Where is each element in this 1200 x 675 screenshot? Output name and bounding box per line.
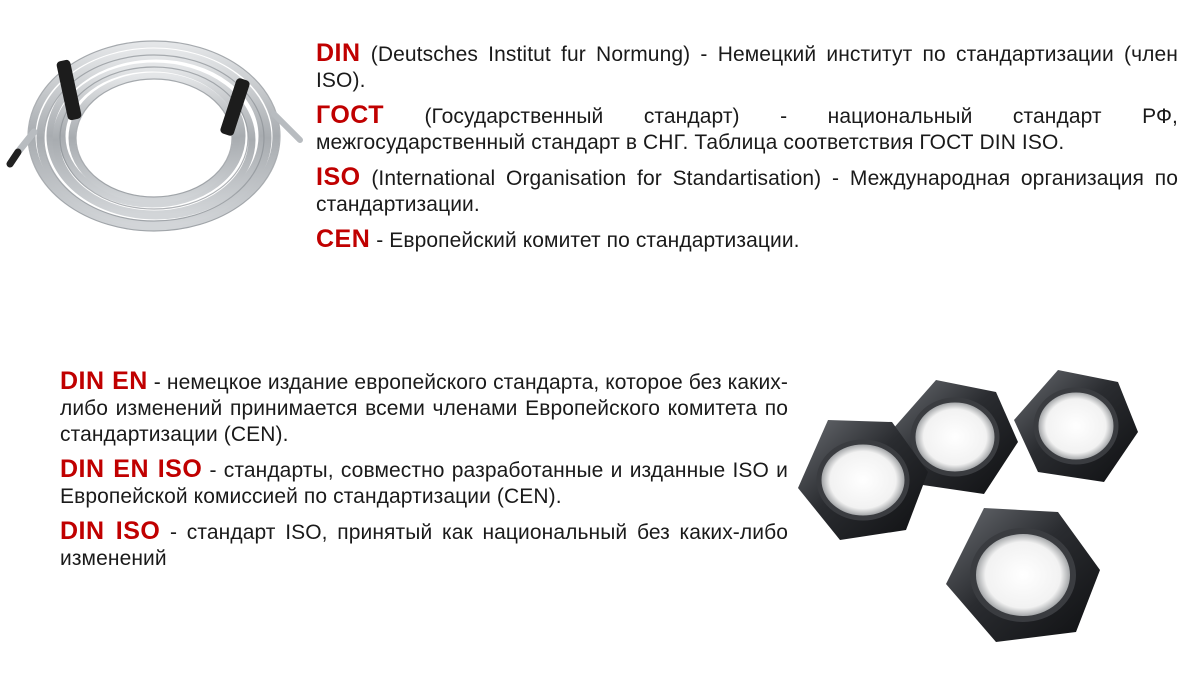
definition-iso	[316, 164, 1178, 218]
definition-text: - стандарты, совместно разработанные и изданные ISO и Европейской комиссией по стандартизации (CEN).	[60, 459, 788, 508]
definition-din-en	[60, 368, 788, 448]
definition-text: - стандарт ISO, принятый как национальный без каких-либо изменений	[60, 521, 788, 570]
definition-cen	[316, 226, 1178, 254]
definition-gost	[316, 102, 1178, 156]
definition-din-iso	[60, 518, 788, 572]
wire-rope-image	[4, 14, 316, 254]
definition-text: - немецкое издание европейского стандарта, которое без каких- либо изменений принимается всеми членами Европейского комитета по стандартизации (CEN).	[60, 371, 788, 446]
nut-front	[946, 508, 1100, 642]
nut-back-right	[1014, 370, 1138, 482]
term-cen: CEN	[316, 225, 371, 253]
term-din-en-iso: DIN EN ISO	[60, 455, 203, 483]
bottom-definitions	[60, 368, 788, 580]
definition-din	[316, 40, 1178, 94]
definition-text: - Европейский комитет по стандартизации.	[370, 229, 800, 252]
definition-text: (International Organisation for Standartisation) - Международная организация по стандартизации.	[316, 167, 1178, 216]
term-gost: ГОСТ	[316, 101, 384, 129]
definition-text: (Deutsches Institut fur Normung) - Немецкий институт по стандартизации (член ISO).	[316, 43, 1178, 92]
term-din: DIN	[316, 39, 361, 67]
term-din-en: DIN EN	[60, 367, 148, 395]
definition-text: (Государственный стандарт) - национальный стандарт РФ, межгосударственный стандарт в СНГ. Таблица соответствия ГОСТ DIN ISO.	[316, 105, 1178, 154]
hex-nuts-image	[788, 360, 1200, 660]
term-iso: ISO	[316, 163, 361, 191]
definition-din-en-iso	[60, 456, 788, 510]
top-definitions	[316, 40, 1178, 262]
term-din-iso: DIN ISO	[60, 517, 161, 545]
